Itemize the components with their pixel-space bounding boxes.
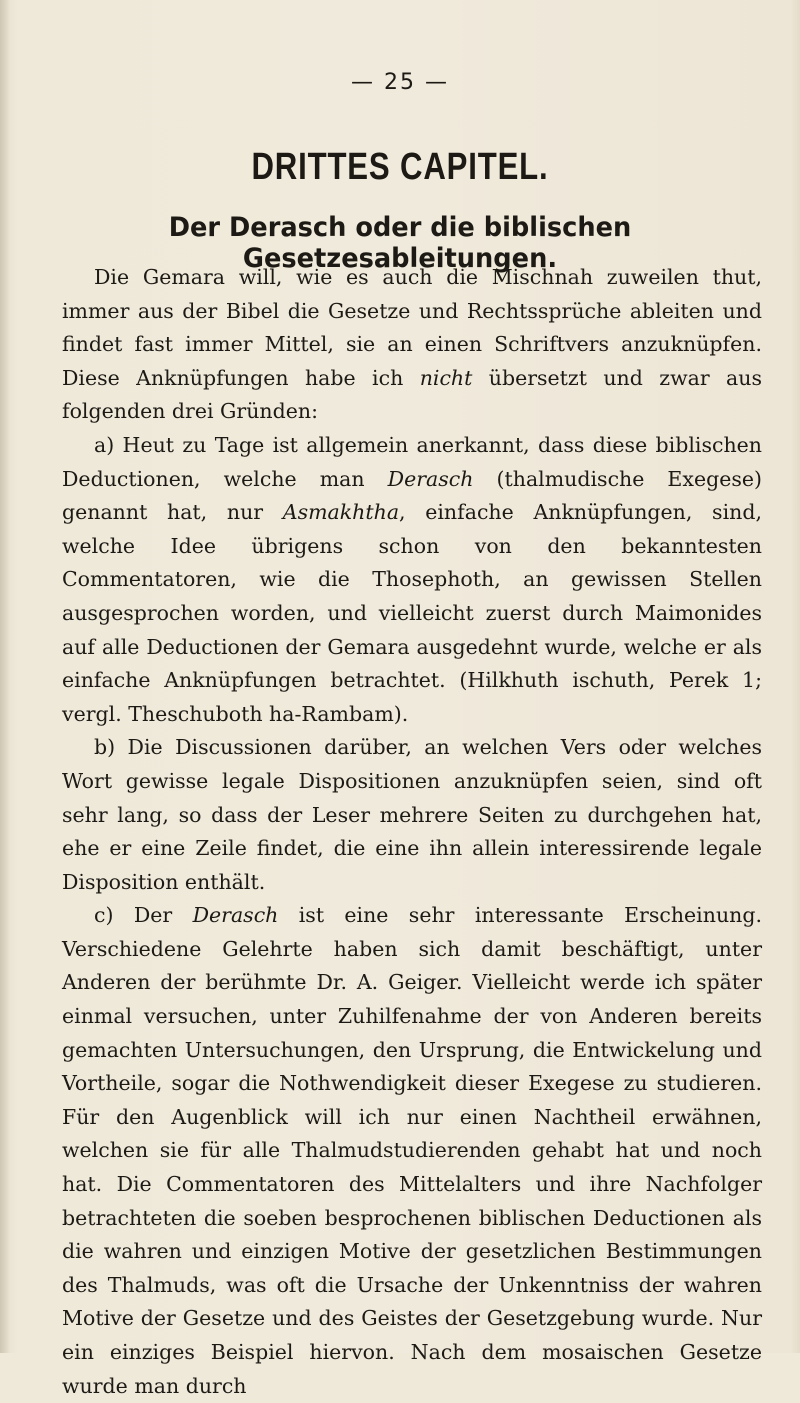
paragraph-text: c) Der xyxy=(94,903,193,928)
paragraph-text: , einfache Anknüpfungen, sind, welche Idee übrigens schon von den bekanntesten Commentatoren, wie die Thosephoth, an gewissen Stellen ausgesprochen worden, und vielleicht zuerst durch Maimonides auf alle Deductionen der Gemara ausgedehnt wurde, welche er als einfache Anknüpfungen betrachtet. (Hilkhuth ischuth, Perek 1; vergl. Theschuboth ha-Rambam). xyxy=(62,500,762,726)
paragraph-text: (thalmudische Exegese) genannt hat, nur xyxy=(62,466,762,525)
paragraph-b xyxy=(62,731,762,899)
paragraph-text: ist eine sehr interessante Erscheinung. Verschiedene Gelehrte haben sich damit beschäftigt, unter Anderen der berühmte Dr. A. Geiger. Vielleicht werde ich später einmal versuchen, unter Zuhilfenahme der von Anderen bereits gemachten Untersuchungen, den Ursprung, die Entwickelung und Vortheile, sogar die Nothwendigkeit dieser Exegese zu studieren. Für den Augenblick will ich nur einen Nachtheil erwähnen, welchen sie für alle Thalmudstudierenden gehabt hat und noch hat. Die Commentatoren des Mittelalters und ihre Nachfolger betrachteten die soeben besprochenen biblischen Deductionen als die wahren und einzigen Motive der gesetzlichen Bestimmungen des Thalmuds, was oft die Ursache der Unkenntniss der wahren Motive der Gesetze und des Geistes der Gesetzgebung wurde. Nur ein einziges Beispiel hiervon. Nach dem mosaischen Gesetze wurde man durch xyxy=(62,903,762,1398)
emphasis-derasch: Derasch xyxy=(387,466,474,491)
paragraph-c xyxy=(62,899,762,1403)
emphasis-nicht: nicht xyxy=(419,365,473,390)
paragraph-intro xyxy=(62,261,762,429)
body-text xyxy=(62,261,762,1403)
emphasis-asmakhtha: Asmakhtha xyxy=(282,500,400,525)
paragraph-text: b) Die Discussionen darüber, an welchen Vers oder welches Wort gewisse legale Dispositionen anzuknüpfen seien, sind oft sehr lang, so dass der Leser mehrere Seiten zu durchgehen hat, ehe er eine Zeile findet, die eine ihn allein interessirende legale Disposition enthält. xyxy=(62,735,762,894)
section-title: Der Derasch oder die biblischen Gesetzesableitungen. xyxy=(168,212,632,274)
paragraph-text: Die Gemara will, wie es auch die Mischnah zuweilen thut, immer aus der Bibel die Gesetze und Rechtssprüche ableiten und findet fast immer Mittel, sie an einen Schriftvers anzuknüpfen. Diese Anknüpfungen habe ich xyxy=(62,265,762,390)
chapter-title: DRITTES CAPITEL. xyxy=(251,146,549,188)
emphasis-derasch: Derasch xyxy=(192,903,279,928)
paragraph-text: übersetzt und zwar aus folgenden drei Gründen: xyxy=(62,365,762,424)
paragraph-text: a) Heut zu Tage ist allgemein anerkannt, dass diese biblischen Deductionen, welche man xyxy=(62,432,762,491)
page-edge-shadow xyxy=(0,0,10,1353)
page-number: — 25 — xyxy=(351,70,449,95)
paragraph-a xyxy=(62,429,762,731)
